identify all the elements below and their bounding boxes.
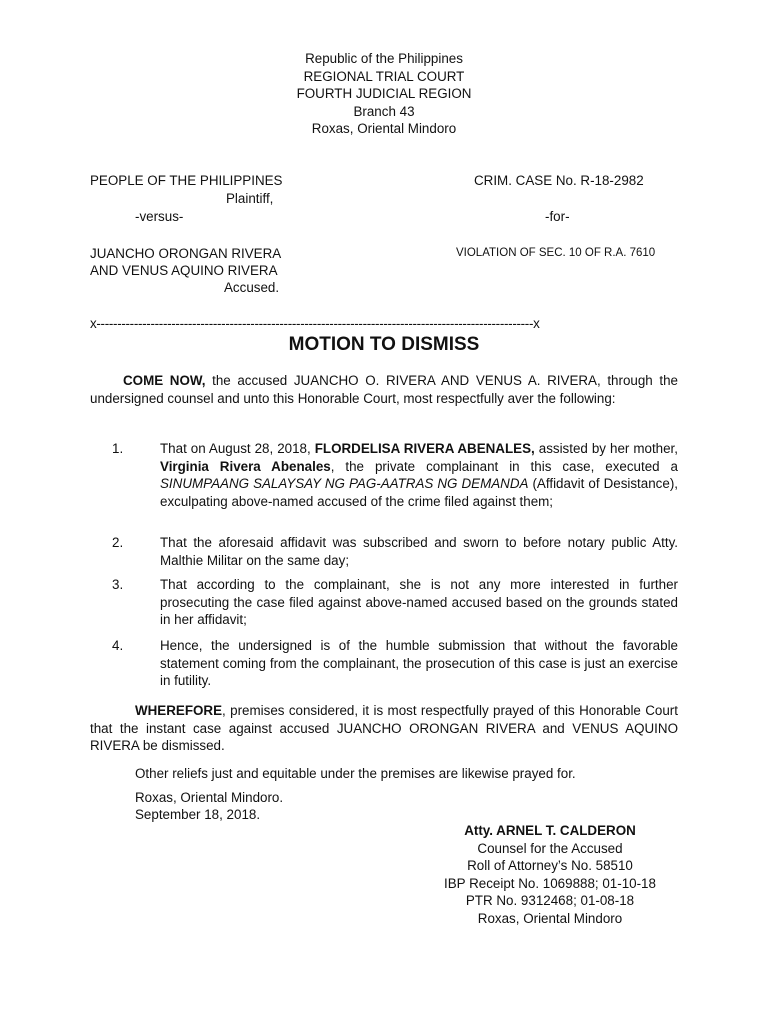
header-region: FOURTH JUDICIAL REGION bbox=[296, 86, 472, 101]
list-item-number: 2. bbox=[112, 535, 124, 550]
place-of-signing: Roxas, Oriental Mindoro. bbox=[135, 790, 284, 805]
plaintiff-name: PEOPLE OF THE PHILIPPINES bbox=[90, 173, 283, 188]
list-item-text: That the aforesaid affidavit was subscribed and sworn to before notary public Atty. Malthie Militar on the same day; bbox=[160, 535, 678, 568]
list-item-text bbox=[160, 440, 678, 510]
accused-label: Accused. bbox=[224, 280, 280, 295]
item1-text-b: assisted by her mother, bbox=[534, 441, 678, 456]
list-item-4 bbox=[90, 637, 678, 690]
list-item-number: 3. bbox=[112, 577, 124, 592]
intro-paragraph bbox=[90, 372, 678, 407]
item1-text-c: , the private complainant in this case, executed a bbox=[330, 458, 678, 474]
item1-text-a: That on August 28, 2018, bbox=[160, 441, 315, 456]
accused-name-1: JUANCHO ORONGAN RIVERA bbox=[90, 246, 282, 261]
ptr-number: PTR No. 9312468; 01-08-18 bbox=[465, 893, 635, 908]
document-title: MOTION TO DISMISS bbox=[288, 334, 480, 355]
item1-text-d: (Affidavit of Desistance), exculpating above-named accused of the crime filed against them; bbox=[160, 476, 678, 509]
accused-name-2: AND VENUS AQUINO RIVERA bbox=[90, 263, 278, 278]
wherefore-lead: WHEREFORE bbox=[135, 703, 223, 718]
versus-label: -versus- bbox=[135, 209, 184, 224]
case-number: CRIM. CASE No. R-18-2982 bbox=[474, 173, 644, 188]
item1-affidavit-title: SINUMPAANG SALAYSAY NG PAG-AATRAS NG DEMANDA bbox=[160, 476, 529, 491]
header-court: REGIONAL TRIAL COURT bbox=[303, 68, 465, 84]
roll-of-attorneys: Roll of Attorney’s No. 58510 bbox=[467, 858, 633, 873]
other-reliefs: Other reliefs just and equitable under the premises are likewise prayed for. bbox=[135, 766, 576, 781]
list-item-1 bbox=[90, 440, 678, 510]
header-republic: Republic of the Philippines bbox=[305, 51, 463, 66]
date-of-signing: September 18, 2018. bbox=[135, 807, 261, 822]
caption-separator: x---------------------------------------------------------------------------------------------------------x bbox=[90, 316, 540, 331]
plaintiff-label: Plaintiff, bbox=[226, 191, 274, 206]
for-label: -for- bbox=[545, 209, 570, 224]
counsel-name: Atty. ARNEL T. CALDERON bbox=[464, 823, 636, 838]
intro-text: the accused JUANCHO O. RIVERA AND VENUS A. RIVERA, through the undersigned counsel and unto this Honorable Court, most respectfully aver the following: bbox=[90, 373, 678, 406]
list-item-number: 4. bbox=[112, 638, 124, 653]
header-branch: Branch 43 bbox=[353, 103, 415, 119]
list-item-number: 1. bbox=[112, 441, 124, 456]
wherefore-paragraph bbox=[90, 702, 678, 755]
list-item-2 bbox=[90, 534, 678, 569]
item1-mother-name: Virginia Rivera Abenales bbox=[160, 458, 331, 474]
ibp-receipt: IBP Receipt No. 1069888; 01-10-18 bbox=[444, 875, 656, 891]
violation-label: VIOLATION OF SEC. 10 OF R.A. 7610 bbox=[456, 247, 656, 259]
counsel-address: Roxas, Oriental Mindoro bbox=[477, 910, 623, 926]
signature-block bbox=[400, 822, 700, 927]
wherefore-text: , premises considered, it is most respectfully prayed of this Honorable Court that the instant case against accused JUANCHO ORONGAN RIVERA and VENUS AQUINO RIVERA be dismissed. bbox=[90, 703, 678, 753]
list-item-3 bbox=[90, 576, 678, 629]
item1-complainant-name: FLORDELISA RIVERA ABENALES, bbox=[314, 441, 535, 456]
intro-lead: COME NOW, bbox=[123, 373, 206, 388]
list-item-text: That according to the complainant, she is not any more interested in further prosecuting the case filed against above-named accused based on the grounds stated in her affidavit; bbox=[160, 577, 678, 627]
counsel-role: Counsel for the Accused bbox=[477, 840, 623, 856]
list-item-text: Hence, the undersigned is of the humble submission that without the favorable statement coming from the complainant, the prosecution of this case is just an exercise in futility. bbox=[160, 638, 678, 688]
court-header bbox=[0, 50, 768, 138]
header-location: Roxas, Oriental Mindoro bbox=[311, 121, 457, 136]
